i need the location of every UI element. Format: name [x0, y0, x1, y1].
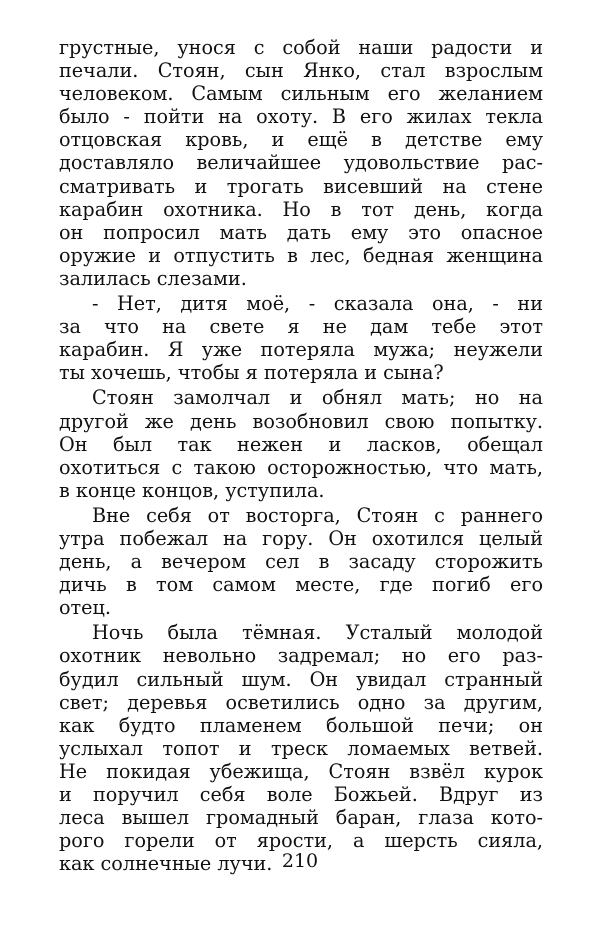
text-line: он попросил мать дать ему это опасное	[59, 220, 543, 244]
text-line: - Нет, дитя моё, - сказала она, - ни	[92, 292, 543, 316]
text-line: леса вышел громадный баран, глаза кото-	[59, 806, 543, 830]
paragraph	[59, 621, 543, 875]
text-line: будил сильный шум. Он увидал странный	[59, 667, 543, 691]
page-number: 210	[281, 850, 319, 872]
text-line: Стоян замолчал и обнял мать; но на	[92, 386, 543, 410]
text-line: сматривать и трогать висевший на стене	[59, 174, 543, 198]
text-line: Ночь была тёмная. Усталый молодой	[92, 621, 543, 645]
text-line: как солнечные лучи.	[59, 852, 273, 876]
text-line: карабин охотника. Но в тот день, когда	[59, 197, 543, 221]
text-line: за что на свете я не дам тебе этот	[59, 315, 543, 339]
text-line: человеком. Самым сильным его желанием	[59, 82, 543, 106]
text-line: охотник невольно задремал; но его раз-	[59, 644, 543, 668]
text-line: залилась слезами.	[59, 266, 247, 290]
paragraph	[59, 504, 543, 619]
text-line: оружие и отпустить в лес, бедная женщина	[59, 243, 543, 267]
text-line: в конце концов, уступила.	[59, 478, 325, 502]
paragraph	[59, 292, 543, 384]
text-line: было - пойти на охоту. В его жилах текла	[59, 105, 543, 129]
text-line: ты хочешь, чтобы я потеряла и сына?	[59, 361, 444, 385]
text-line: свет; деревья осветились одно за другим,	[59, 690, 543, 714]
text-line: печали. Стоян, сын Янко, стал взрослым	[59, 59, 543, 83]
text-line: отцовская кровь, и ещё в детстве ему	[59, 128, 543, 152]
text-line: Не покидая убежища, Стоян взвёл курок	[59, 759, 543, 783]
text-line: утра побежал на гору. Он охотился целый	[59, 526, 543, 550]
paragraph	[59, 36, 543, 290]
text-line: охотиться с такою осторожностью, что мать,	[59, 455, 543, 479]
paragraph	[59, 386, 543, 501]
text-line: карабин. Я уже потеряла мужа; неужели	[59, 338, 543, 362]
text-line: отец.	[59, 596, 111, 620]
text-line: другой же день возобновил свою попытку.	[59, 409, 543, 433]
text-line: рого горели от ярости, а шерсть сияла,	[59, 829, 543, 853]
text-line: день, а вечером сел в засаду сторожить	[59, 550, 543, 574]
text-line: доставляло величайшее удовольствие рас-	[59, 151, 543, 175]
text-line: как будто пламенем большой печи; он	[59, 713, 543, 737]
page-body	[59, 36, 543, 875]
text-line: Вне себя от восторга, Стоян с раннего	[92, 503, 543, 527]
text-line: Он был так нежен и ласков, обещал	[59, 432, 543, 456]
text-line: грустные, унося с собой наши радости и	[59, 36, 543, 59]
text-line: и поручил себя воле Божьей. Вдруг из	[59, 783, 543, 806]
text-line: дичь в том самом месте, где погиб его	[59, 573, 543, 597]
text-line: услыхал топот и треск ломаемых ветвей.	[59, 736, 543, 760]
